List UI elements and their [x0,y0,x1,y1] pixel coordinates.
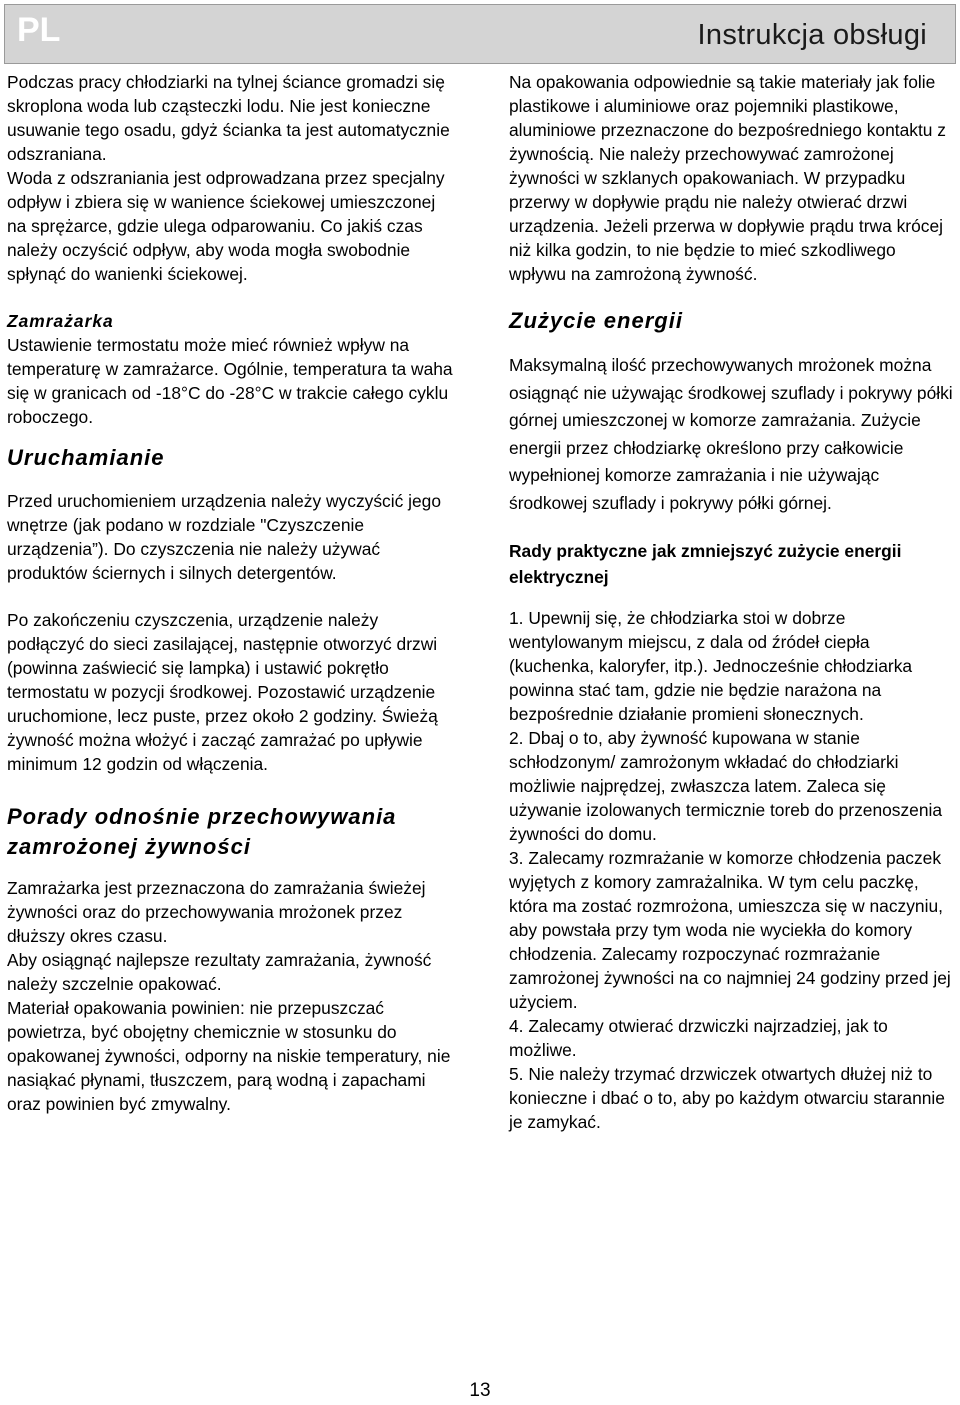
startup-paragraph-2: Po zakończeniu czyszczenia, urządzenie należy podłączyć do sieci zasilającej, następnie otworzyć drzwi (powinna zaświecić się lampka) i ustawić pokrętło termostatu w pozycji środkowej. Pozostawić urządzenie uruchomione, lecz puste, przez około 2 godziny. Świeżą żywność można włożyć i zacząć zamrażać po upływie minimum 12 godzin od włączenia. [7,610,438,774]
page-number: 13 [469,1380,491,1401]
freezer-heading: Zamrażarka [7,311,114,331]
tip-item: 5. Nie należy trzymać drzwiczek otwartych dłużej niż to konieczne i dbać o to, aby po każdym otwarciu starannie je zamykać. [509,1064,945,1132]
page-header [4,4,956,64]
storage-heading: Porady odnośnie przechowywania zamrożonej żywności [7,804,397,859]
tips-heading: Rady praktyczne jak zmniejszyć zużycie energii elektrycznej [509,541,902,587]
storage-paragraph-2: Aby osiągnąć najlepsze rezultaty zamrażania, żywność należy szczelnie opakować. [7,950,432,994]
storage-paragraph-3: Materiał opakowania powinien: nie przepuszczać powietrza, być obojętny chemicznie w stosunku do opakowanej żywności, odporny na niskie temperatury, nie nasiąkać płynami, tłuszczem, parą wodną i zapachami oraz powinien być zmywalny. [7,998,451,1114]
defrost-paragraph-2: Woda z odszraniania jest odprowadzana przez specjalny odpływ i zbiera się w wanience ściekowej umieszczonej na sprężarce, gdzie ulega odparowaniu. Co jakiś czas należy oczyścić odpływ, aby woda mogła swobodnie spłynąć do wanienki ściekowej. [7,168,445,284]
right-column [509,70,955,1134]
tip-item: 4. Zalecamy otwierać drzwiczki najrzadziej, jak to możliwe. [509,1016,888,1060]
tips-list [509,606,955,1134]
startup-heading: Uruchamianie [7,445,165,470]
storage-paragraph-1: Zamrażarka jest przeznaczona do zamrażania świeżej żywności oraz do przechowywania mrożonek przez dłuższy okres czasu. [7,878,426,946]
language-label: PL [17,11,61,49]
left-column [7,70,459,1116]
packaging-paragraph: Na opakowania odpowiednie są takie materiały jak folie plastikowe i aluminiowe oraz pojemniki plastikowe, aluminiowe przeznaczone do bezpośredniego kontaktu z żywnością. Nie należy przechowywać zamrożonej żywności w szklanych opakowaniach. W przypadku przerwy w dopływie prądu nie należy otwierać drzwi urządzenia. Jeżeli przerwa w dopływie prądu trwa krócej niż kilka godzin, to nie będzie to mieć szkodliwego wpływu na zamrożoną żywność. [509,72,946,284]
tip-item: 3. Zalecamy rozmrażanie w komorze chłodzenia paczek wyjętych z komory zamrażalnika. W tym celu paczkę, która ma zostać rozmrożona, umieszcza się w naczyniu, aby powstała przy tym woda nie wyciekła do komory chłodzenia. Zalecamy rozpoczynać rozmrażanie zamrożonej żywności na co najmniej 24 godziny przed jej użyciem. [509,848,951,1012]
energy-heading: Zużycie energii [509,308,683,333]
energy-paragraph: Maksymalną ilość przechowywanych mrożonek można osiągnąć nie używając środkowej szuflady i pokrywy półki górnej umieszczonej w komorze zamrażania. Zużycie energii przez chłodziarkę określono przy całkowicie wypełnionej komorze zamrażania i nie używając środkowej szuflady i pokrywy półki górnej. [509,355,953,513]
startup-paragraph-1: Przed uruchomieniem urządzenia należy wyczyścić jego wnętrze (jak podano w rozdziale "Czyszczenie urządzenia”). Do czyszczenia nie należy używać produktów ściernych i silnych detergentów. [7,491,441,583]
freezer-paragraph: Ustawienie termostatu może mieć również wpływ na temperaturę w zamrażarce. Ogólnie, temperatura ta waha się w granicach od -18°C do -28°C w trakcie całego cyklu roboczego. [7,335,453,427]
defrost-paragraph-1: Podczas pracy chłodziarki na tylnej ściance gromadzi się skroplona woda lub cząsteczki lodu. Nie jest konieczne usuwanie tego osadu, gdyż ścianka ta jest automatycznie odszraniana. [7,72,450,164]
tip-item: 2. Dbaj o to, aby żywność kupowana w stanie schłodzonym/ zamrożonym wkładać do chłodziarki możliwie najprędzej, zwłaszcza latem. Zaleca się używanie izolowanych termicznie toreb do przenoszenia żywności do domu. [509,728,943,844]
document-title: Instrukcja obsługi [697,19,927,51]
tip-item: 1. Upewnij się, że chłodziarka stoi w dobrze wentylowanym miejscu, z dala od źródeł ciepła (kuchenka, kaloryfer, itp.). Jednocześnie chłodziarka powinna stać tam, gdzie nie będzie narażona na bezpośrednie działanie promieni słonecznych. [509,608,913,724]
